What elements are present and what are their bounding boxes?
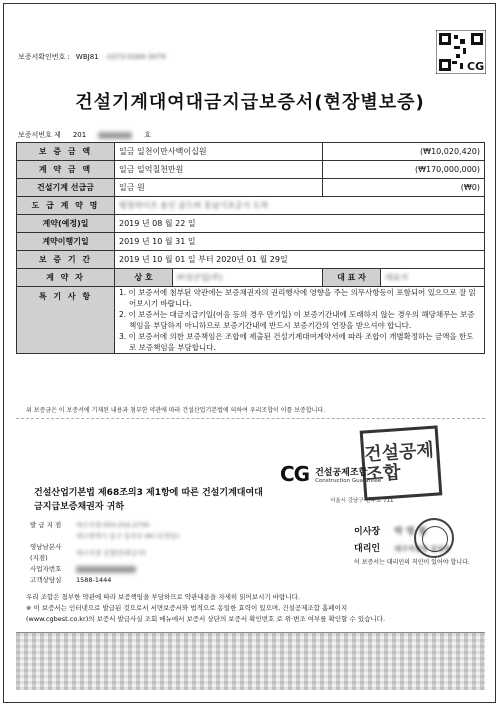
note-item: 3. 이 보증서에 의한 보증책임은 조합에 제출된 건설기계대여계약서에 따라 조합이 개별확정하는 금액을 한도로 보증책임을 부담합니다. <box>119 332 474 352</box>
note-item: 1. 이 보증서에 첨부된 약관에는 보증채권자의 권리행사에 영향을 주는 의무사항등이 포함되어 있으므로 잘 읽어보시기 바랍니다. <box>119 288 476 308</box>
issuer-address-line1: 대구광역시 동구 동부로 94 (신천동) <box>76 532 180 540</box>
row-contractor <box>17 269 485 287</box>
notes-cell <box>115 287 485 354</box>
issuer-office-value: 대구지점 053-252-2730 <box>76 521 150 529</box>
label-company: 상 호 <box>115 269 173 287</box>
qr-code-logo-icon <box>436 30 486 74</box>
value-company-cell <box>173 269 323 287</box>
issuer-call-label: 고객상담실 <box>30 576 62 584</box>
cg-logo: CG <box>280 462 310 486</box>
value-guarantee-amount-text: 일금 일천이만사백이십원 <box>115 143 323 161</box>
issuer-address-line2: 대구지점 김철민(취급자) <box>76 548 146 557</box>
org-name-english: Construction Guarantee <box>315 477 382 484</box>
issuer-business-label: 영남남본사(지점) <box>30 543 62 562</box>
value-guarantee-amount-number: (₩10,020,420) <box>323 143 485 161</box>
org-name: 건설공제조합 <box>315 467 368 478</box>
row-contract-date <box>17 215 485 233</box>
value-contract-amount-number: (₩170,000,000) <box>323 161 485 179</box>
bottom-notice <box>26 592 481 625</box>
value-advance-text: 일금 원 <box>115 179 323 197</box>
agent-label: 대리인 <box>354 544 381 554</box>
row-work-name <box>17 197 485 215</box>
value-contract-date: 2019 년 08 월 22 일 <box>115 215 485 233</box>
agent-note: 이 보증서는 대리인의 직인이 있어야 합니다. <box>354 559 470 566</box>
row-period <box>17 251 485 269</box>
label-advance: 건설기계 선급금 <box>17 179 115 197</box>
value-performance-date: 2019 년 10 월 31 일 <box>115 233 485 251</box>
label-guarantee-amount: 보 증 금 액 <box>17 143 115 161</box>
recipient-text: 건설산업기본법 제68조의3 제1항에 따른 건설기계대여대금지급보증채권자 귀하 <box>34 488 263 512</box>
issuer-seal-row <box>30 564 179 575</box>
org-address: 서울시 강남구 언주로 711 <box>330 498 394 504</box>
value-work-name: 평창하이츠 용인 골드바 흥남기초공사 도착 <box>119 201 269 210</box>
chair-value: 박 영 철 <box>394 527 427 537</box>
row-contract-amount <box>17 161 485 179</box>
row-guarantee-amount <box>17 143 485 161</box>
label-performance-date: 계약이행기일 <box>17 233 115 251</box>
note-item: 2. 이 보증서는 대금지급기일(어음 등의 경우 만기일) 이 보증기간내에 도래하지 않는 경우의 해당채무는 보증책임을 부담하지 아니하므로 보증기간내에 반드시 보증기간의 연장을 받으셔야 합니다. <box>119 310 475 330</box>
label-contract-date: 계약(예정)일 <box>17 215 115 233</box>
issue-number-prefix: 201 <box>72 131 87 139</box>
chair-label: 이사장 <box>354 527 381 537</box>
issuer-office-label: 발 급 지 점 <box>30 521 62 529</box>
label-work-name: 도 급 계 약 명 <box>17 197 115 215</box>
issuer-office-row <box>30 520 179 531</box>
org-seal-stamp: 건설공제조합 <box>360 425 443 500</box>
value-company: ㈜성산업(주) <box>177 273 223 282</box>
org-logo-block <box>280 462 381 486</box>
cert-check-number <box>18 52 166 62</box>
guarantee-table <box>16 142 485 354</box>
agent-value: 대구지점장 김성호 <box>394 545 451 553</box>
value-representative-cell <box>381 269 485 287</box>
value-contract-amount-text: 일금 일억칠천만원 <box>115 161 323 179</box>
agent-seal-stamp <box>414 518 454 558</box>
issuer-block <box>30 520 179 586</box>
label-period: 보 증 기 간 <box>17 251 115 269</box>
value-period: 2019 년 10 월 01 일 부터 2020년 01 월 29일 <box>115 251 485 269</box>
issue-number <box>18 130 151 140</box>
issuer-seal-redacted <box>76 566 136 573</box>
issuer-call-row <box>30 575 179 586</box>
value-representative: 대표자 <box>385 273 409 282</box>
value-work-name-cell <box>115 197 485 215</box>
label-representative: 대 표 자 <box>323 269 381 287</box>
bottom-notice-line: 우리 조합은 첨부한 약관에 따라 보증책임을 부담하므로 약관내용을 자세히 읽어보시기 바랍니다. <box>26 593 300 601</box>
bottom-notice-line: ※ 이 보증서는 인터넷으로 발급된 것으로서 서면보증서와 법적으로 동일한 효력이 있으며, 건설공제조합 홈페이지 <box>26 604 348 612</box>
label-notes: 특 기 사 항 <box>17 287 115 354</box>
cert-check-label: 보증서확인번호 : <box>18 53 70 61</box>
issue-number-redacted <box>98 132 132 139</box>
label-contractor: 계 약 자 <box>17 269 115 287</box>
security-pattern-strip <box>16 632 485 690</box>
bottom-notice-line: (www.cgbest.co.kr)의 보증서 발급사실 조회 메뉴에서 보증서 상단의 보증서 확인번호 로 위·변조 여부를 확인할 수 있습니다. <box>26 615 386 623</box>
label-contract-amount: 계 약 금 액 <box>17 161 115 179</box>
row-advance <box>17 179 485 197</box>
terms-note: 위 보증금은 이 보증서에 기재된 내용과 첨부한 약관에 따라 건설산업기본법에 의하여 우리조합이 이를 보증합니다. <box>26 407 326 414</box>
cg-logo-mark: CG <box>467 60 485 73</box>
issue-number-label: 보증서번호 제 <box>18 131 61 139</box>
row-notes <box>17 287 485 354</box>
issuer-call-value: 1588-1444 <box>76 576 112 584</box>
org-name-block <box>315 465 381 484</box>
issuer-seal-label: 사업자번호 <box>30 565 62 573</box>
cert-check-prefix: WBJ81 <box>75 53 99 61</box>
issue-number-suffix: 호 <box>144 131 151 139</box>
issuer-address-row-2 <box>30 542 179 564</box>
row-performance-date <box>17 233 485 251</box>
issuer-address-row <box>30 531 179 542</box>
page-title: 건설기계대여대금지급보증서(현장별보증) <box>75 92 425 113</box>
value-advance-number: (₩0) <box>323 179 485 197</box>
divider <box>16 418 485 419</box>
cert-check-rest: -1073-0164-3079 <box>104 53 166 61</box>
